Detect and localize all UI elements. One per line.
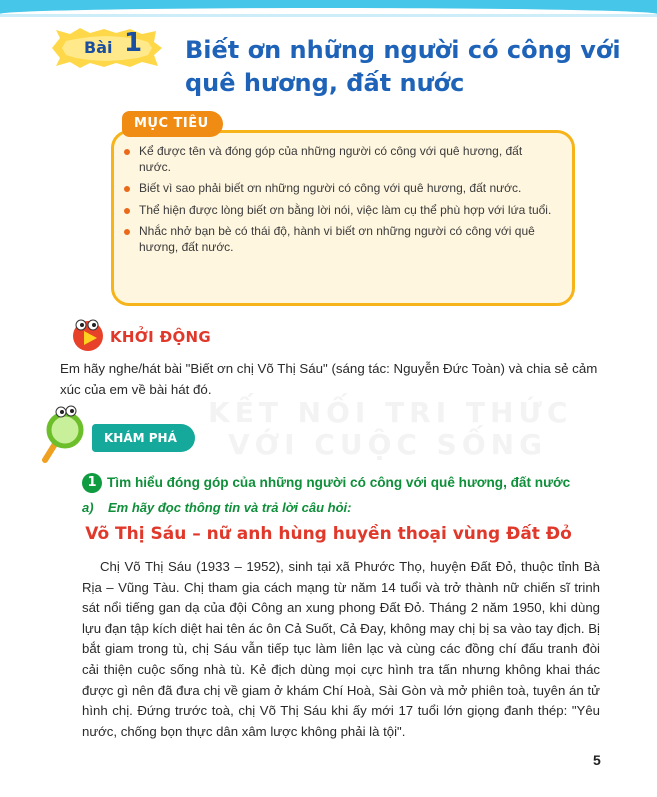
sub-question bbox=[82, 500, 351, 515]
lesson-number: 1 bbox=[124, 28, 143, 58]
story-title: Võ Thị Sáu – nữ anh hùng huyền thoại vùng Đất Đỏ bbox=[85, 524, 572, 544]
story-body: Chị Võ Thị Sáu (1933 – 1952), sinh tại xã Phước Thọ, huyện Đất Đỏ, thuộc tỉnh Bà Rịa – Vũng Tàu. Chị tham gia cách mạng từ năm 14 tuổi và trở thành nữ chiến sĩ trinh sát nổi tiếng gan dạ của đội Công an xung phong Đất Đỏ. Tháng 2 năm 1950, khi dùng lựu đạn tập kích diệt hai tên ác ôn Cả Suốt, Cả Đay, không may chị bị sa vào tay địch. Bị bắt giam trong tù, chị Sáu vẫn tiếp tục làm liên lạc và cùng các đồng chí đấu tranh đòi cải thiện cuộc sống nhà tù. Kẻ địch dùng mọi cực hình tra tấn nhưng không khai thác được gì nên đã đưa chị về giam ở khám Chí Hoà, Sài Gòn và mở phiên toà, tuyên án tử hình chị. Đứng trước toà, chị Võ Thị Sáu khi ấy mới 17 tuổi lớn giọng đanh thép: "Yêu nước, chống bọn thực dân xâm lược không phải là tội". bbox=[82, 559, 600, 739]
lesson-badge bbox=[46, 28, 164, 68]
warmup-title: KHỞI ĐỘNG bbox=[110, 328, 211, 346]
watermark-line-2: VỚI CUỘC SỐNG bbox=[228, 428, 548, 461]
goal-item: Nhắc nhở bạn bè có thái độ, hành vi biết ơn những người có công với quê hương, đất nước. bbox=[122, 224, 554, 255]
explore-tab: KHÁM PHÁ bbox=[92, 424, 195, 452]
sub-question-label: a) bbox=[82, 500, 94, 515]
page-title: Biết ơn những người có công với quê hương, đất nước bbox=[185, 36, 621, 97]
header-band bbox=[0, 0, 657, 17]
lesson-word: Bài bbox=[84, 38, 113, 57]
goal-item: Biết vì sao phải biết ơn những người có công với quê hương, đất nước. bbox=[122, 181, 554, 197]
goal-item: Thể hiện được lòng biết ơn bằng lời nói, việc làm cụ thể phù hợp với lứa tuổi. bbox=[122, 203, 554, 219]
watermark-line-1: KẾT NỐI TRI THỨC bbox=[208, 396, 573, 429]
sub-question-text: Em hãy đọc thông tin và trả lời câu hỏi: bbox=[108, 500, 352, 515]
section-heading: Tìm hiểu đóng góp của những người có công với quê hương, đất nước bbox=[107, 475, 571, 490]
warmup-text: Em hãy nghe/hát bài "Biết ơn chị Võ Thị Sáu" (sáng tác: Nguyễn Đức Toàn) và chia sẻ cảm xúc của em về bài hát đó. bbox=[60, 361, 598, 397]
section-number-badge: 1 bbox=[82, 473, 102, 493]
page-number: 5 bbox=[593, 752, 601, 768]
magnifier-mascot-icon bbox=[37, 404, 97, 464]
warmup-mascot-icon bbox=[70, 316, 106, 352]
goals-list bbox=[122, 144, 554, 261]
goals-label: MỤC TIÊU bbox=[122, 111, 223, 137]
goal-item: Kể được tên và đóng góp của những người có công với quê hương, đất nước. bbox=[122, 144, 554, 175]
